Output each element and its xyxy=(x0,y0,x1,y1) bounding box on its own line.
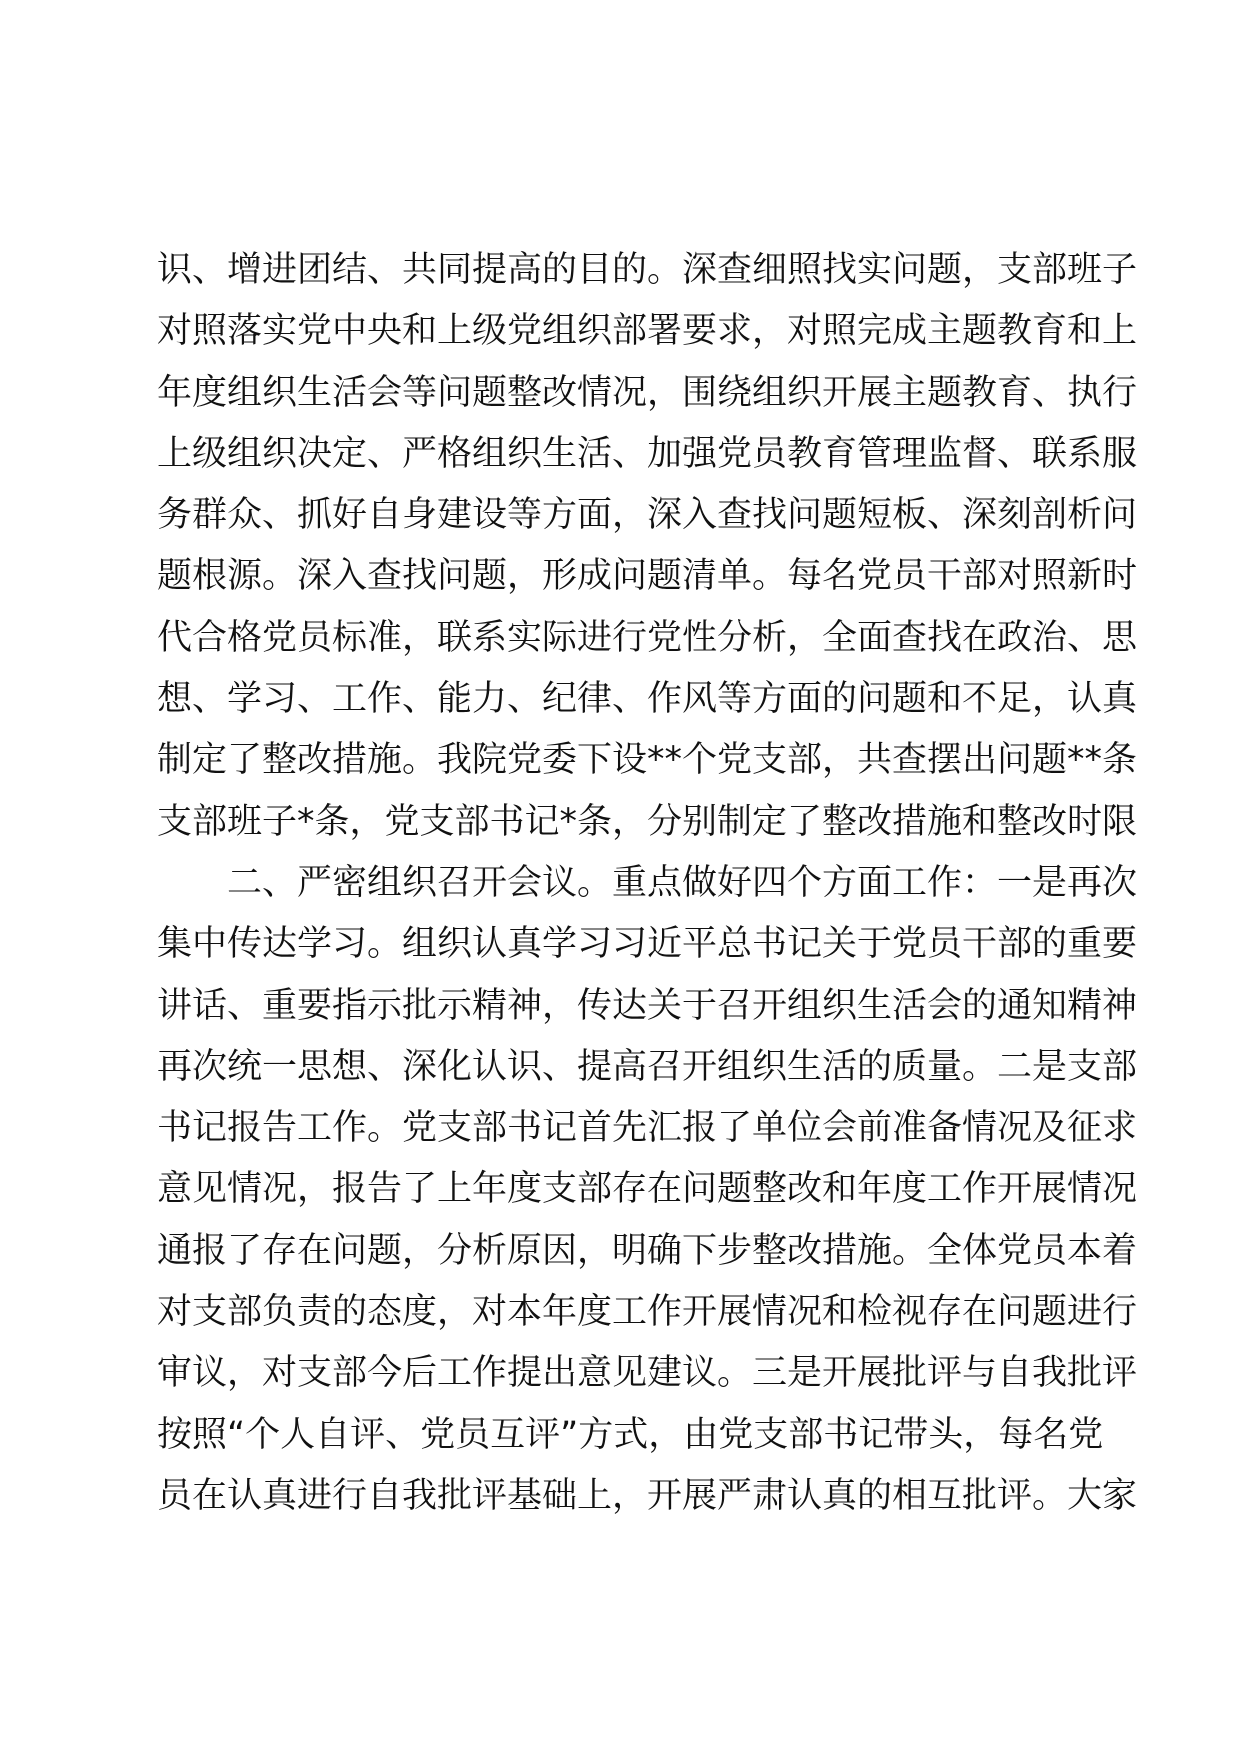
text-line: 识、增进团结、共同提高的目的。深查细照找实问题，支部班子 xyxy=(157,250,1138,290)
text-line: 对照落实党中央和上级党组织部署要求，对照完成主题教育和上 xyxy=(157,311,1138,352)
text-line: 题根源。深入查找问题，形成问题清单。每名党员干部对照新时 xyxy=(157,556,1138,597)
text-line: 代合格党员标准，联系实际进行党性分析，全面查找在政治、思 xyxy=(157,617,1138,658)
body-text xyxy=(157,240,1138,1527)
section-heading-line: 二、严密组织召开会议。重点做好四个方面工作：一是再次 xyxy=(227,862,1138,903)
text-line: 通报了存在问题，分析原因，明确下步整改措施。全体党员本着 xyxy=(157,1230,1138,1271)
text-line: 制定了整改措施。我院党委下设**个党支部，共查摆出问题**条 xyxy=(157,740,1138,781)
text-line: 书记报告工作。党支部书记首先汇报了单位会前准备情况及征求 xyxy=(157,1108,1138,1149)
text-line: 务群众、抓好自身建设等方面，深入查找问题短板、深刻剖析问 xyxy=(157,495,1138,536)
text-line: 支部班子*条，党支部书记*条，分别制定了整改措施和整改时限 xyxy=(157,801,1138,842)
text-line: 员在认真进行自我批评基础上，开展严肃认真的相互批评。大家 xyxy=(157,1475,1138,1516)
text-line: 集中传达学习。组织认真学习习近平总书记关于党员干部的重要 xyxy=(157,924,1138,965)
text-line: 对支部负责的态度，对本年度工作开展情况和检视存在问题进行 xyxy=(157,1292,1138,1333)
text-line: 上级组织决定、严格组织生活、加强党员教育管理监督、联系服 xyxy=(157,433,1138,474)
text-line: 审议，对支部今后工作提出意见建议。三是开展批评与自我批评 xyxy=(157,1353,1138,1394)
text-line: 再次统一思想、深化认识、提高召开组织生活的质量。二是支部 xyxy=(157,1046,1138,1087)
text-line: 想、学习、工作、能力、纪律、作风等方面的问题和不足，认真 xyxy=(157,679,1138,720)
text-line: 年度组织生活会等问题整改情况，围绕组织开展主题教育、执行 xyxy=(157,372,1138,413)
text-line: 按照“个人自评、党员互评”方式，由党支部书记带头，每名党 xyxy=(157,1414,1104,1455)
text-line: 讲话、重要指示批示精神，传达关于召开组织生活会的通知精神 xyxy=(157,985,1138,1026)
text-line: 意见情况，报告了上年度支部存在问题整改和年度工作开展情况 xyxy=(157,1169,1138,1210)
